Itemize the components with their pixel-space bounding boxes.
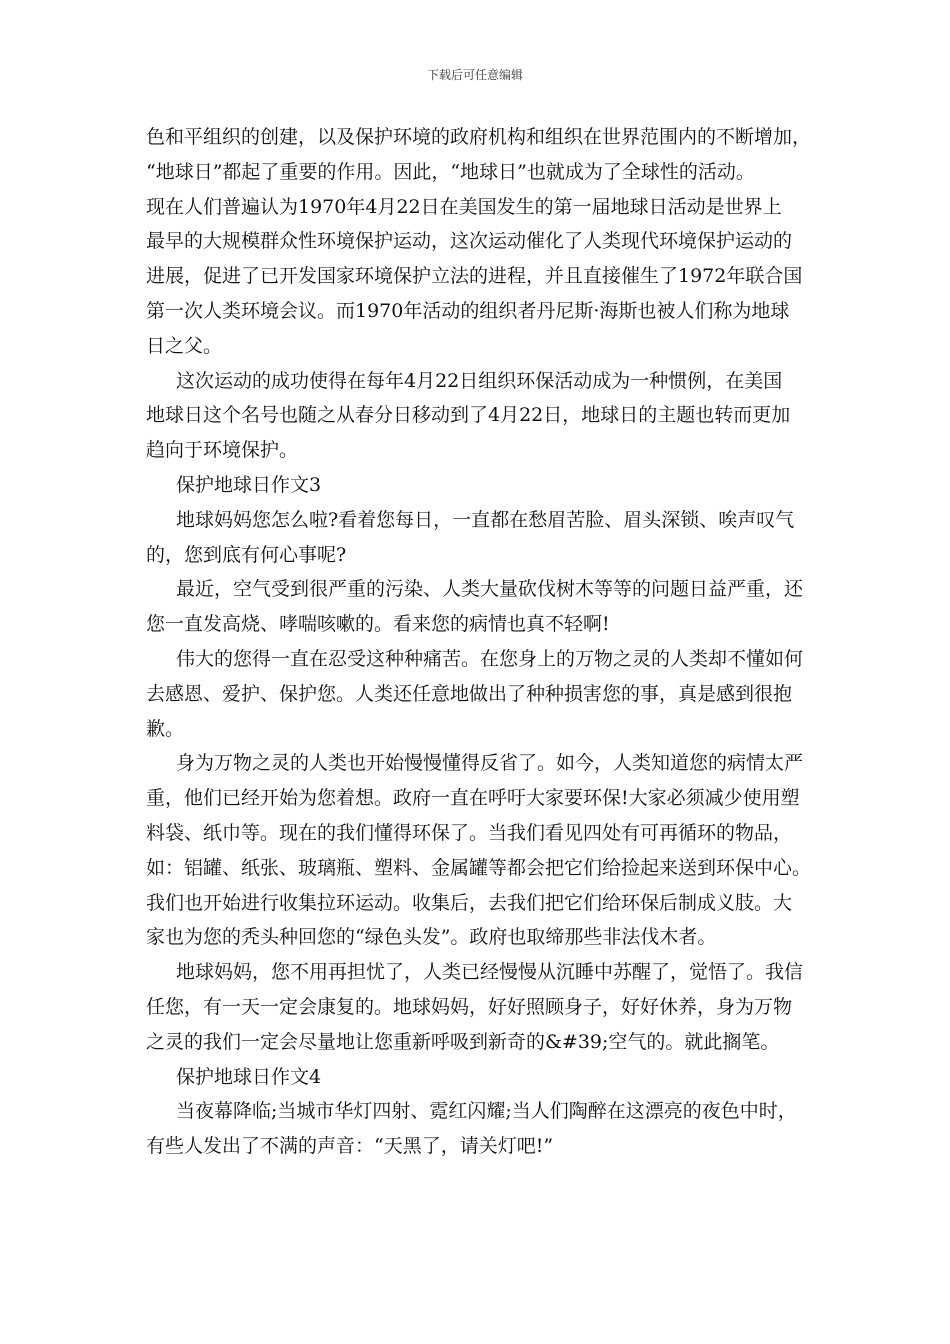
section-heading: 保护地球日作文3 bbox=[176, 473, 322, 496]
text-line: “地球日”都起了重要的作用。因此，“地球日”也就成为了全球性的活动。 bbox=[146, 160, 755, 183]
text-line: 家也为您的秃头种回您的“绿色头发”。政府也取缔那些非法伐木者。 bbox=[146, 926, 717, 949]
paragraph-start: 地球妈妈，您不用再担忧了，人类已经慢慢从沉睡中苏醒了，觉悟了。我信 bbox=[176, 961, 804, 984]
text-line: 之灵的我们一定会尽量地让您重新呼吸到新奇的&#39;空气的。就此搁笔。 bbox=[146, 1030, 780, 1053]
text-line: 任您，有一天一定会康复的。地球妈妈，好好照顾身子，好好休养，身为万物 bbox=[146, 995, 793, 1018]
text-line: 您一直发高烧、哮喘咳嗽的。看来您的病情也真不轻啊! bbox=[146, 613, 610, 636]
text-line: 最早的大规模群众性环境保护运动，这次运动催化了人类现代环境保护运动的 bbox=[146, 230, 793, 253]
text-line: 我们也开始进行收集拉环运动。收集后，去我们把它们给环保后制成义肢。大 bbox=[146, 891, 793, 914]
paragraph-start: 伟大的您得一直在忍受这种种痛苦。在您身上的万物之灵的人类却不懂如何 bbox=[176, 647, 804, 670]
text-line: 日之父。 bbox=[146, 334, 223, 357]
text-line: 料袋、纸巾等。现在的我们懂得环保了。当我们看见四处有可再循环的物品， bbox=[146, 821, 793, 844]
text-line: 如：铝罐、纸张、玻璃瓶、塑料、金属罐等都会把它们给捡起来送到环保中心。 bbox=[146, 856, 812, 879]
text-line: 趋向于环境保护。 bbox=[146, 439, 299, 462]
paragraph-start: 最近，空气受到很严重的污染、人类大量砍伐树木等等的问题日益严重，还 bbox=[176, 578, 804, 601]
text-line: 去感恩、爱护、保护您。人类还任意地做出了种种损害您的事，真是感到很抱 bbox=[146, 682, 793, 705]
text-line: 色和平组织的创建，以及保护环境的政府机构和组织在世界范围内的不断增加， bbox=[146, 126, 812, 148]
paragraph-start: 身为万物之灵的人类也开始慢慢懂得反省了。如今，人类知道您的病情太严 bbox=[176, 752, 804, 775]
text-line: 第一次人类环境会议。而1970年活动的组织者丹尼斯·海斯也被人们称为地球 bbox=[146, 299, 790, 322]
section-heading: 保护地球日作文4 bbox=[176, 1065, 322, 1088]
text-line: 的，您到底有何心事呢? bbox=[146, 543, 347, 566]
paragraph-start: 地球妈妈您怎么啦?看着您每日，一直都在愁眉苦脸、眉头深锁、唉声叹气 bbox=[176, 508, 795, 531]
paragraph-start: 当夜幕降临;当城市华灯四射、霓红闪耀;当人们陶醉在这漂亮的夜色中时， bbox=[176, 1100, 797, 1123]
text-line: 歉。 bbox=[146, 717, 185, 740]
text-line: 地球日这个名号也随之从春分日移动到了4月22日，地球日的主题也转而更加 bbox=[146, 404, 791, 427]
text-line: 现在人们普遍认为1970年4月22日在美国发生的第一届地球日活动是世界上 bbox=[146, 195, 782, 218]
page-header: 下载后可任意编辑 bbox=[426, 68, 523, 82]
text-line: 重，他们已经开始为您着想。政府一直在呼吁大家要环保!大家必须减少使用塑 bbox=[146, 787, 800, 810]
paragraph-start: 这次运动的成功使得在每年4月22日组织环保活动成为一种惯例，在美国 bbox=[176, 369, 783, 392]
document-body bbox=[146, 120, 816, 1164]
text-line: 进展，促进了已开发国家环境保护立法的进程，并且直接催生了1972年联合国 bbox=[146, 265, 803, 288]
text-line: 有些人发出了不满的声音：“天黑了，请关灯吧!” bbox=[146, 1135, 554, 1158]
